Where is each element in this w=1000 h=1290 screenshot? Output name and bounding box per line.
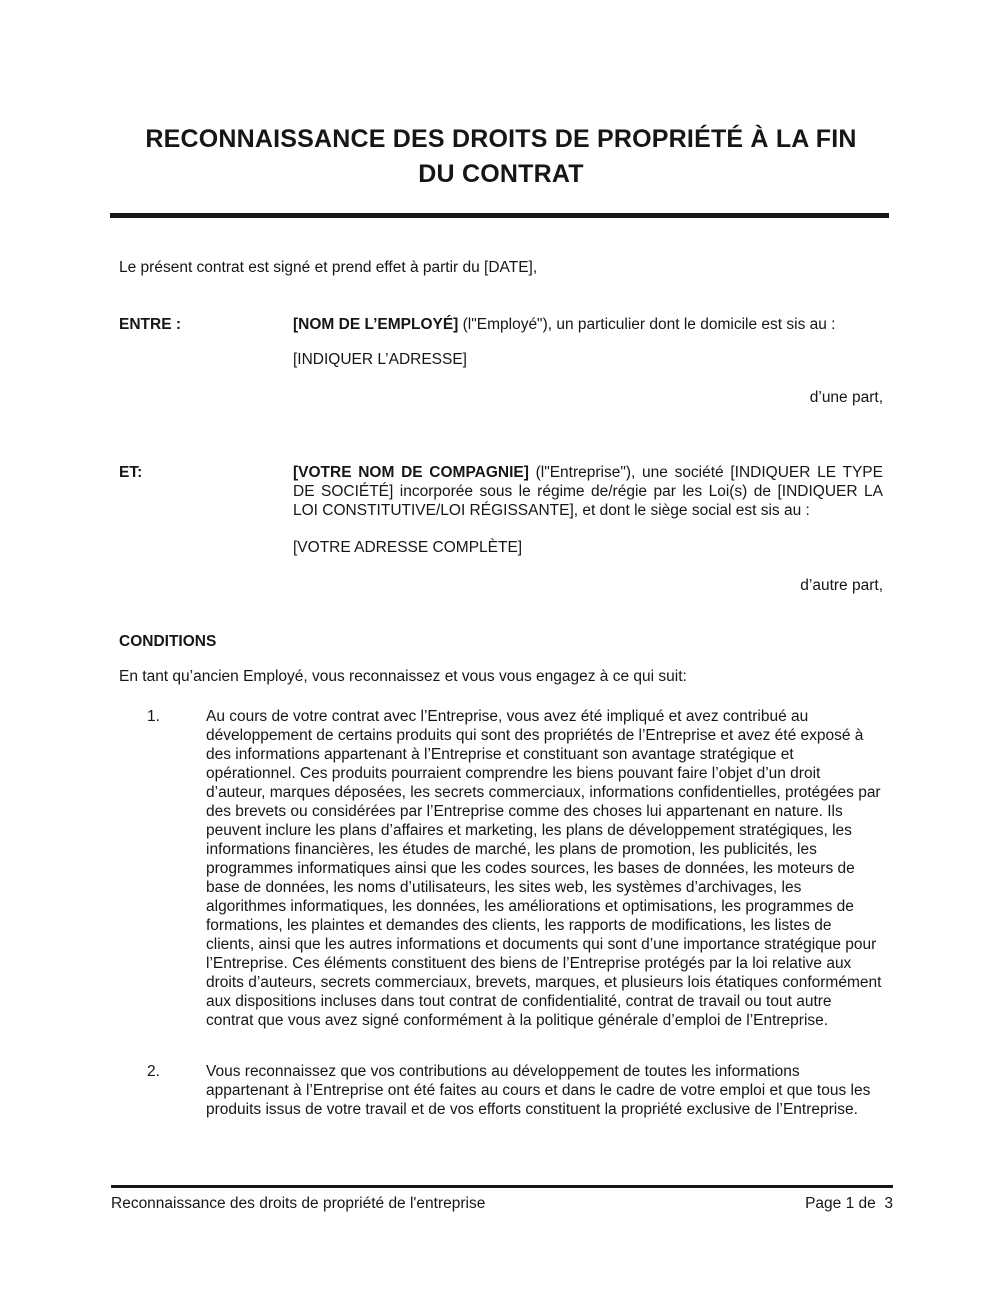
entre-name-placeholder: [NOM DE L’EMPLOYÉ] (293, 316, 459, 333)
document-title-line2: DU CONTRAT (418, 160, 584, 188)
et-name-line (293, 463, 883, 520)
et-body (293, 463, 883, 595)
et-address-placeholder: [VOTRE ADRESSE COMPLÈTE] (293, 539, 523, 556)
entre-label: ENTRE : (119, 316, 181, 333)
entre-name-description: (l"Employé"), un particulier dont le domicile est sis au : (458, 316, 836, 333)
entre-address-placeholder: [INDIQUER L’ADRESSE] (293, 351, 467, 368)
condition-item-2-number: 2. (147, 1063, 160, 1080)
condition-item-1-number: 1. (147, 708, 160, 725)
footer-divider-rule (111, 1185, 893, 1188)
document-title-line1: RECONNAISSANCE DES DROITS DE PROPRIÉTÉ À LA FIN (145, 125, 857, 153)
page-content (0, 122, 1000, 1119)
condition-item-1-text: Au cours de votre contrat avec l’Entreprise, vous avez été impliqué et avez contribué au développement de certains produits qui sont des propriétés de l’Entreprise et avez été exposé à des informations appartenant à l’Entreprise et constituant son avantage stratégique et opérationnel. Ces produits pourraient comprendre les biens pouvant faire l’objet d’un droit d’auteur, marques déposées, les secrets commerciaux, informations confidentielles, protégées par des brevets ou considérées par l’Entreprise comme des choses lui appartenant en nature. Ils peuvent inclure les plans d’affaires et marketing, les plans de développement stratégiques, les informations financières, les études de marché, les plans de promotion, les publicités, les programmes informatiques ainsi que les codes sources, les bases de données, les moteurs de base de données, les noms d’utilisateurs, les sites web, les systèmes d’archivages, les algorithmes informatiques, les données, les améliorations et optimisations, les programmes de formations, les plaintes et demandes des clients, les rapports de modifications, les listes de clients, ainsi que les autres informations et documents qui sont d’une importance stratégique pour l’Entreprise. Ces éléments constituent des biens de l’Entreprise protégés par la loi relative aux droits d’auteurs, secrets commerciaux, brevets, marques, et plusieurs lois étatiques conformément aux dispositions incluses dans tout contrat de confidentialité, contrat de travail ou tout autre contrat que vous avez signé conformément à la politique générale d’emploi de l’Entreprise. (206, 708, 882, 1029)
et-name-placeholder: [VOTRE NOM DE COMPAGNIE] (293, 464, 529, 481)
et-name-description: (l"Entreprise"), une société [INDIQUER LE TYPE DE SOCIÉTÉ] incorporée sous le régime de/régie par les Loi(s) de [INDIQUER LA LOI CONSTITUTIVE/LOI RÉGISSANTE], et dont le siège social est sis au : (293, 464, 883, 519)
footer-page-number: Page 1 de 3 (805, 1195, 893, 1212)
title-divider-rule (110, 213, 889, 218)
conditions-heading: CONDITIONS (119, 633, 217, 650)
entre-name-line (293, 315, 883, 334)
party-block-entre (119, 315, 883, 407)
condition-item-2 (119, 1062, 883, 1119)
page-footer (111, 1185, 893, 1213)
entre-part-label: d’une part, (809, 389, 883, 406)
entre-body (293, 315, 883, 407)
conditions-intro: En tant qu’ancien Employé, vous reconnaissez et vous vous engagez à ce qui suit: (119, 668, 687, 685)
footer-row (111, 1194, 893, 1213)
party-block-et (119, 463, 883, 595)
effective-date-line: Le présent contrat est signé et prend effet à partir du [DATE], (119, 259, 538, 276)
condition-item-1 (119, 707, 883, 1030)
et-label: ET: (119, 464, 143, 481)
footer-document-title: Reconnaissance des droits de propriété de l'entreprise (111, 1195, 486, 1212)
et-part-label: d’autre part, (800, 577, 883, 594)
condition-item-2-text: Vous reconnaissez que vos contributions au développement de toutes les informations appartenant à l’Entreprise ont été faites au cours et dans le cadre de votre emploi et que tous les produits issus de votre travail et de vos efforts constituent la propriété exclusive de l’Entreprise. (206, 1063, 871, 1118)
document-title (119, 122, 883, 192)
